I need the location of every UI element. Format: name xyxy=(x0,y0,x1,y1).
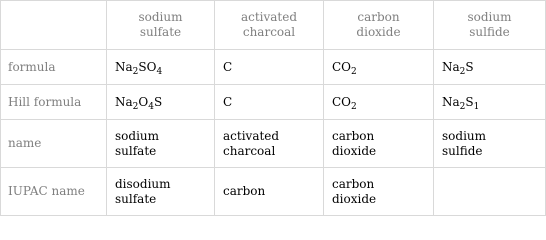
iupac-name-cell-sodium-sulfide xyxy=(434,168,546,216)
hill-formula-cell-activated-charcoal: C xyxy=(215,85,324,120)
column-header-carbon-dioxide xyxy=(324,1,434,50)
header-row xyxy=(1,1,546,50)
name-row xyxy=(1,120,546,168)
iupac-name-cell-sodium-sulfate: disodium sulfate xyxy=(107,168,215,216)
column-header-line: sulfate xyxy=(139,25,182,39)
column-header-sodium-sulfate xyxy=(107,1,215,50)
column-header-line: sulfide xyxy=(469,25,510,39)
row-label-iupac-name: IUPAC name xyxy=(1,168,107,216)
name-cell-sodium-sulfate: sodium sulfate xyxy=(107,120,215,168)
formula-cell-sodium-sulfide: $Na_2S$ xyxy=(434,50,546,85)
formula-cell-activated-charcoal: C xyxy=(215,50,324,85)
name-cell-activated-charcoal: activated charcoal xyxy=(215,120,324,168)
formula-row xyxy=(1,50,546,85)
formula-cell-carbon-dioxide: $CO_2$ xyxy=(324,50,434,85)
column-header-line: carbon xyxy=(357,10,400,24)
hill-formula-cell-sodium-sulfide: $Na_2S_1$ xyxy=(434,85,546,120)
formula-cell-sodium-sulfate: $Na_2SO_4$ xyxy=(107,50,215,85)
iupac-name-cell-carbon-dioxide: carbon dioxide xyxy=(324,168,434,216)
hill-formula-cell-sodium-sulfate: $Na_2O_4S$ xyxy=(107,85,215,120)
column-header-activated-charcoal xyxy=(215,1,324,50)
column-header-sodium-sulfide xyxy=(434,1,546,50)
column-header-line: activated xyxy=(240,10,298,24)
hill-formula-row xyxy=(1,85,546,120)
column-header-line: charcoal xyxy=(242,25,296,39)
hill-formula-cell-carbon-dioxide: $CO_2$ xyxy=(324,85,434,120)
row-label-hill-formula: Hill formula xyxy=(1,85,107,120)
name-cell-carbon-dioxide: carbon dioxide xyxy=(324,120,434,168)
iupac-name-cell-activated-charcoal: carbon xyxy=(215,168,324,216)
iupac-name-row xyxy=(1,168,546,216)
column-header-line: sodium xyxy=(467,10,512,24)
corner-cell xyxy=(1,1,107,50)
column-header-line: dioxide xyxy=(356,25,401,39)
row-label-formula: formula xyxy=(1,50,107,85)
row-label-name: name xyxy=(1,120,107,168)
column-header-line: sodium xyxy=(138,10,183,24)
name-cell-sodium-sulfide: sodium sulfide xyxy=(434,120,546,168)
